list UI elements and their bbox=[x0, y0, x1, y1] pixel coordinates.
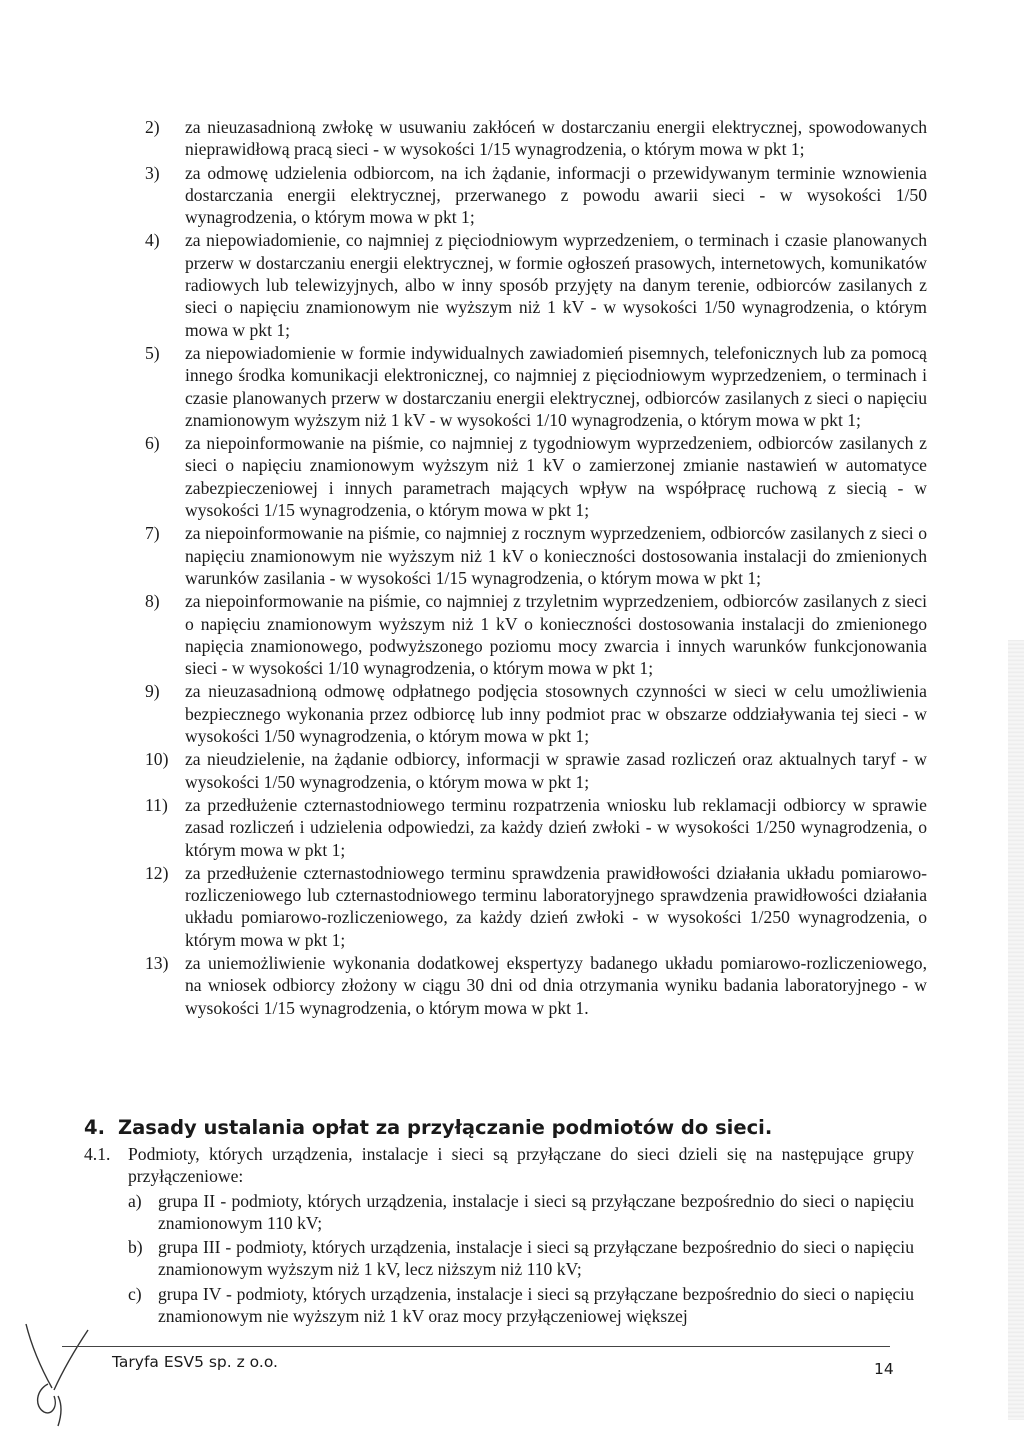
subsection-4-1 bbox=[84, 1143, 914, 1188]
list-item bbox=[145, 432, 927, 521]
subsection-text: Podmioty, których urządzenia, instalacje i sieci są przyłączane do sieci dzieli się na następujące grupy przyłączeniowe: bbox=[128, 1144, 914, 1187]
item-number: 12) bbox=[145, 862, 169, 883]
item-text: za nieudzielenie, na żądanie odbiorcy, informacji w sprawie zasad rozliczeń oraz aktualnych taryf - w wysokości 1/50 wynagrodzenia, o którym mowa w pkt 1; bbox=[185, 749, 927, 792]
scan-edge-artifact bbox=[1008, 640, 1024, 1420]
group-text: grupa II - podmioty, których urządzenia, instalacje i sieci są przyłączane bezpośrednio do sieci o napięciu znamionowym 110 kV; bbox=[158, 1190, 914, 1233]
section-number: 4. bbox=[84, 1116, 105, 1139]
item-number: 4) bbox=[145, 230, 160, 251]
item-number: 3) bbox=[145, 162, 160, 183]
section-heading bbox=[84, 1115, 914, 1141]
group-list bbox=[128, 1190, 914, 1328]
subsection-number: 4.1. bbox=[84, 1144, 111, 1164]
item-number: 9) bbox=[145, 681, 160, 702]
footer-divider bbox=[62, 1346, 890, 1347]
footer-company: Taryfa ESV5 sp. z o.o. bbox=[112, 1353, 278, 1371]
list-item bbox=[145, 590, 927, 679]
item-text: za niepoinformowanie na piśmie, co najmniej z trzyletnim wyprzedzeniem, odbiorców zasilanych z sieci o napięciu znamionowym wyższym niż 1 kV o konieczności dostosowania instalacji do zmienionego napięcia znamionowego, podwyższonego poziomu mocy zwarcia i innych warunków funkcjonowania sieci - w wysokości 1/10 wynagrodzenia, o którym mowa w pkt 1; bbox=[185, 591, 927, 679]
item-number: 11) bbox=[145, 794, 168, 815]
group-letter: c) bbox=[128, 1283, 142, 1304]
item-number: 6) bbox=[145, 433, 160, 454]
list-item bbox=[145, 794, 927, 861]
group-item bbox=[128, 1190, 914, 1235]
group-text: grupa IV - podmioty, których urządzenia, instalacje i sieci są przyłączane bezpośrednio do sieci o napięciu znamionowym nie wyższym niż 1 kV oraz mocy przyłączeniowej większej bbox=[158, 1283, 914, 1327]
group-letter: a) bbox=[128, 1190, 142, 1211]
group-text: grupa III - podmioty, których urządzenia, instalacje i sieci są przyłączane bezpośrednio do sieci o napięciu znamionowym wyższym niż 1 kV, lecz niższym niż 110 kV; bbox=[158, 1237, 914, 1280]
item-text: za nieuzasadnioną zwłokę w usuwaniu zakłóceń w dostarczaniu energii elektrycznej, spowodowanych nieprawidłową pracą sieci - w wysokości 1/15 wynagrodzenia, o którym mowa w pkt 1; bbox=[185, 117, 927, 160]
group-item bbox=[128, 1236, 914, 1281]
page-number: 14 bbox=[874, 1360, 894, 1378]
list-item bbox=[145, 162, 927, 229]
section-4 bbox=[84, 1115, 914, 1327]
list-item bbox=[145, 748, 927, 793]
item-text: za niepowiadomienie w formie indywidualnych zawiadomień pisemnych, telefonicznych lub za pomocą innego środka komunikacji elektronicznej, co najmniej z pięciodniowym wyprzedzeniem, o terminach i czasie planowanych przerw w dostarczaniu energii elektrycznej, odbiorców zasilanych z sieci o napięciu znamionowym wyższym niż 1 kV - w wysokości 1/10 wynagrodzenia, o którym mowa w pkt 1; bbox=[185, 342, 927, 430]
group-letter: b) bbox=[128, 1237, 143, 1258]
item-text: za niepowiadomienie, co najmniej z pięciodniowym wyprzedzeniem, o terminach i czasie planowanych przerw w dostarczaniu energii elektrycznej, w formie ogłoszeń prasowych, internetowych, komunikatów radiowych lub telewizyjnych, albo w inny sposób przyjęty na danym terenie, odbiorców zasilanych z sieci o napięciu znamionowym nie wyższym niż 1 kV - w wysokości 1/50 wynagrodzenia, o którym mowa w pkt 1; bbox=[185, 230, 927, 340]
item-number: 2) bbox=[145, 117, 160, 137]
item-text: za uniemożliwienie wykonania dodatkowej ekspertyzy badanego układu pomiarowo-rozliczeniowego, na wniosek odbiorcy złożony w ciągu 30 dni od dnia otrzymania wyniku badania laboratoryjnego - w wysokości 1/15 wynagrodzenia, o którym mowa w pkt 1. bbox=[185, 952, 927, 1018]
item-text: za niepoinformowanie na piśmie, co najmniej z tygodniowym wyprzedzeniem, odbiorców zasilanych z sieci o napięciu znamionowym wyższym niż 1 kV o zamierzonej zmianie nastawień w automatyce zabezpieczeniowej i innych parametrach mających wpływ na współpracę ruchową z siecią - w wysokości 1/15 wynagrodzenia, o którym mowa w pkt 1; bbox=[185, 433, 927, 521]
handwritten-signature bbox=[18, 1318, 108, 1428]
list-item bbox=[145, 952, 927, 1019]
item-text: za przedłużenie czternastodniowego terminu sprawdzenia prawidłowości działania układu pomiarowo-rozliczeniowego lub czternastodniowego terminu laboratoryjnego sprawdzenia prawidłowości działania układu pomiarowo-rozliczeniowego, za każdy dzień zwłoki - w wysokości 1/250 wynagrodzenia, o którym mowa w pkt 1; bbox=[185, 862, 927, 950]
penalty-list bbox=[145, 116, 927, 1019]
list-item bbox=[145, 680, 927, 747]
list-item bbox=[145, 116, 927, 161]
item-number: 7) bbox=[145, 523, 160, 544]
item-number: 8) bbox=[145, 591, 160, 612]
item-text: za nieuzasadnioną odmowę odpłatnego podjęcia stosownych czynności w sieci w celu umożliwienia bezpiecznego wykonania przez odbiorcę lub inny podmiot prac w obszarze oddziaływania tej sieci - w wysokości 1/50 wynagrodzenia, o którym mowa w pkt 1; bbox=[185, 681, 927, 747]
item-text: za przedłużenie czternastodniowego terminu rozpatrzenia wniosku lub reklamacji odbiorcy w sprawie zasad rozliczeń i udzielenia odpowiedzi, za każdy dzień zwłoki - w wysokości 1/250 wynagrodzenia, o którym mowa w pkt 1; bbox=[185, 794, 927, 860]
item-number: 5) bbox=[145, 342, 160, 363]
list-item bbox=[145, 342, 927, 431]
item-number: 10) bbox=[145, 749, 169, 770]
item-text: za niepoinformowanie na piśmie, co najmniej z rocznym wyprzedzeniem, odbiorców zasilanych z sieci o napięciu znamionowym nie wyższym niż 1 kV o konieczności dostosowania instalacji do zmienionych warunków zasilania - w wysokości 1/15 wynagrodzenia, o którym mowa w pkt 1; bbox=[185, 523, 927, 588]
section-title: Zasady ustalania opłat za przyłączanie podmiotów do sieci. bbox=[118, 1116, 773, 1139]
list-item bbox=[145, 862, 927, 951]
group-item bbox=[128, 1283, 914, 1328]
item-text: za odmowę udzielenia odbiorcom, na ich żądanie, informacji o przewidywanym terminie wznowienia dostarczania energii elektrycznej, przerwanego z powodu awarii sieci - w wysokości 1/50 wynagrodzenia, o którym mowa w pkt 1; bbox=[185, 162, 927, 228]
list-item bbox=[145, 229, 927, 340]
item-number: 13) bbox=[145, 952, 169, 973]
list-item bbox=[145, 522, 927, 589]
